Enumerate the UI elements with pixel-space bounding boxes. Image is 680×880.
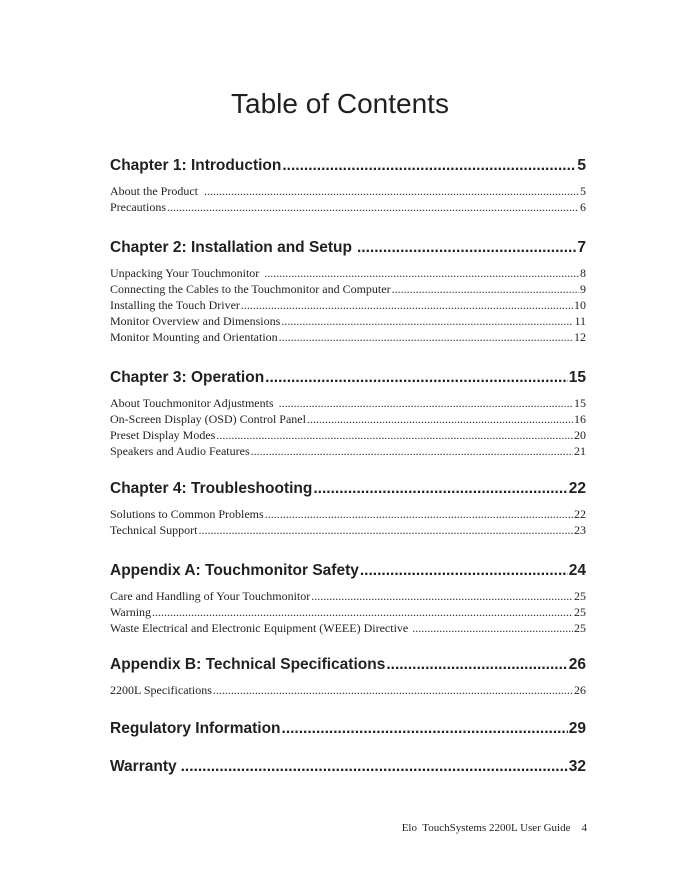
toc-entry[interactable] (110, 199, 586, 215)
dot-leader (216, 427, 573, 443)
dot-leader (204, 183, 579, 199)
entry-title: Care and Handling of Your Touchmonitor (110, 589, 311, 603)
entry-page-number: 26 (574, 683, 586, 697)
toc-section (110, 654, 586, 698)
entry-title: Monitor Overview and Dimensions (110, 314, 281, 328)
entry-page-number: 12 (574, 330, 586, 344)
dot-leader (265, 506, 573, 522)
entry-page-number: 11 (574, 314, 586, 328)
entry-page-number: 25 (574, 621, 586, 635)
chapter-title: Chapter 1: Introduction (110, 157, 282, 174)
entry-title: Waste Electrical and Electronic Equipment (WEEE) Directive (110, 621, 409, 635)
dot-leader (279, 395, 573, 411)
toc-section (110, 155, 586, 215)
dot-leader (307, 411, 573, 427)
toc-section (110, 756, 586, 778)
entry-title: About the Product (110, 184, 198, 198)
entry-page-number: 9 (580, 282, 586, 296)
toc-entry[interactable] (110, 411, 586, 427)
entry-page-number: 8 (580, 266, 586, 280)
page-title: Table of Contents (231, 88, 449, 119)
entry-page-number: 5 (580, 184, 586, 198)
dot-leader (311, 588, 573, 604)
entry-title: Unpacking Your Touchmonitor (110, 266, 260, 280)
entry-title: Solutions to Common Problems (110, 507, 264, 521)
chapter-heading[interactable] (110, 367, 586, 389)
chapter-heading[interactable] (110, 237, 586, 259)
dot-leader (152, 604, 573, 620)
entry-page-number: 25 (574, 589, 586, 603)
chapter-title: Appendix A: Touchmonitor Safety (110, 562, 359, 579)
toc-entry[interactable] (110, 443, 586, 459)
chapter-heading[interactable] (110, 155, 586, 177)
toc-section (110, 237, 586, 345)
dot-leader (241, 297, 573, 313)
entry-title: About Touchmonitor Adjustments (110, 396, 274, 410)
dot-leader (213, 682, 573, 698)
chapter-page-number: 5 (577, 157, 586, 174)
entry-page-number: 22 (574, 507, 586, 521)
toc-entry[interactable] (110, 604, 586, 620)
toc-entry[interactable] (110, 427, 586, 443)
page-footer (402, 822, 587, 834)
entry-page-number: 20 (574, 428, 586, 442)
entry-title: 2200L Specifications (110, 683, 212, 697)
toc-section (110, 478, 586, 538)
entry-title: Monitor Mounting and Orientation (110, 330, 278, 344)
toc-section (110, 560, 586, 636)
chapter-page-number: 32 (568, 758, 586, 775)
toc-entry[interactable] (110, 620, 586, 636)
dot-leader (281, 313, 573, 329)
toc-entry[interactable] (110, 265, 586, 281)
dot-leader (357, 237, 576, 259)
chapter-title: Regulatory Information (110, 720, 281, 737)
dot-leader (313, 478, 567, 500)
entry-page-number: 25 (574, 605, 586, 619)
entry-title: On-Screen Display (OSD) Control Panel (110, 412, 306, 426)
footer-page-number: 4 (581, 822, 587, 834)
toc-entry[interactable] (110, 329, 586, 345)
chapter-heading[interactable] (110, 654, 586, 676)
chapter-heading[interactable] (110, 560, 586, 582)
toc-entry[interactable] (110, 395, 586, 411)
dot-leader (412, 620, 573, 636)
entry-title: Technical Support (110, 523, 198, 537)
chapter-title: Chapter 4: Troubleshooting (110, 480, 313, 497)
entry-page-number: 6 (580, 200, 586, 214)
entry-page-number: 10 (574, 298, 586, 312)
chapter-title: Appendix B: Technical Specifications (110, 656, 386, 673)
entry-page-number: 16 (574, 412, 586, 426)
entry-title: Warning (110, 605, 152, 619)
dot-leader (264, 265, 579, 281)
toc-entry[interactable] (110, 313, 586, 329)
chapter-heading[interactable] (110, 478, 586, 500)
chapter-title: Chapter 3: Operation (110, 369, 265, 386)
chapter-page-number: 22 (568, 480, 586, 497)
entry-title: Installing the Touch Driver (110, 298, 240, 312)
chapter-page-number: 26 (568, 656, 586, 673)
toc-entry[interactable] (110, 522, 586, 538)
table-of-contents (110, 155, 586, 784)
toc-section (110, 718, 586, 740)
toc-entry[interactable] (110, 183, 586, 199)
chapter-page-number: 15 (568, 369, 586, 386)
toc-entry[interactable] (110, 506, 586, 522)
dot-leader (181, 756, 568, 778)
dot-leader (251, 443, 573, 459)
chapter-page-number: 7 (577, 239, 586, 256)
footer-text: Elo TouchSystems 2200L User Guide (401, 822, 571, 834)
chapter-heading[interactable] (110, 718, 586, 740)
entry-page-number: 15 (574, 396, 586, 410)
entry-title: Speakers and Audio Features (110, 444, 250, 458)
toc-entry[interactable] (110, 281, 586, 297)
toc-entry[interactable] (110, 682, 586, 698)
dot-leader (198, 522, 573, 538)
entry-title: Precautions (110, 200, 166, 214)
dot-leader (279, 329, 573, 345)
chapter-page-number: 29 (568, 720, 586, 737)
dot-leader (167, 199, 579, 215)
chapter-page-number: 24 (568, 562, 586, 579)
dot-leader (282, 718, 568, 740)
toc-entry[interactable] (110, 297, 586, 313)
toc-section (110, 367, 586, 459)
entry-page-number: 23 (574, 523, 586, 537)
dot-leader (386, 654, 567, 676)
dot-leader (392, 281, 579, 297)
chapter-title: Chapter 2: Installation and Setup (110, 239, 352, 256)
dot-leader (282, 155, 576, 177)
entry-page-number: 21 (574, 444, 586, 458)
entry-title: Connecting the Cables to the Touchmonitor and Computer (110, 282, 391, 296)
toc-entry[interactable] (110, 588, 586, 604)
dot-leader (360, 560, 568, 582)
entry-title: Preset Display Modes (110, 428, 216, 442)
chapter-heading[interactable] (110, 756, 586, 778)
chapter-title: Warranty (110, 758, 177, 775)
dot-leader (265, 367, 568, 389)
